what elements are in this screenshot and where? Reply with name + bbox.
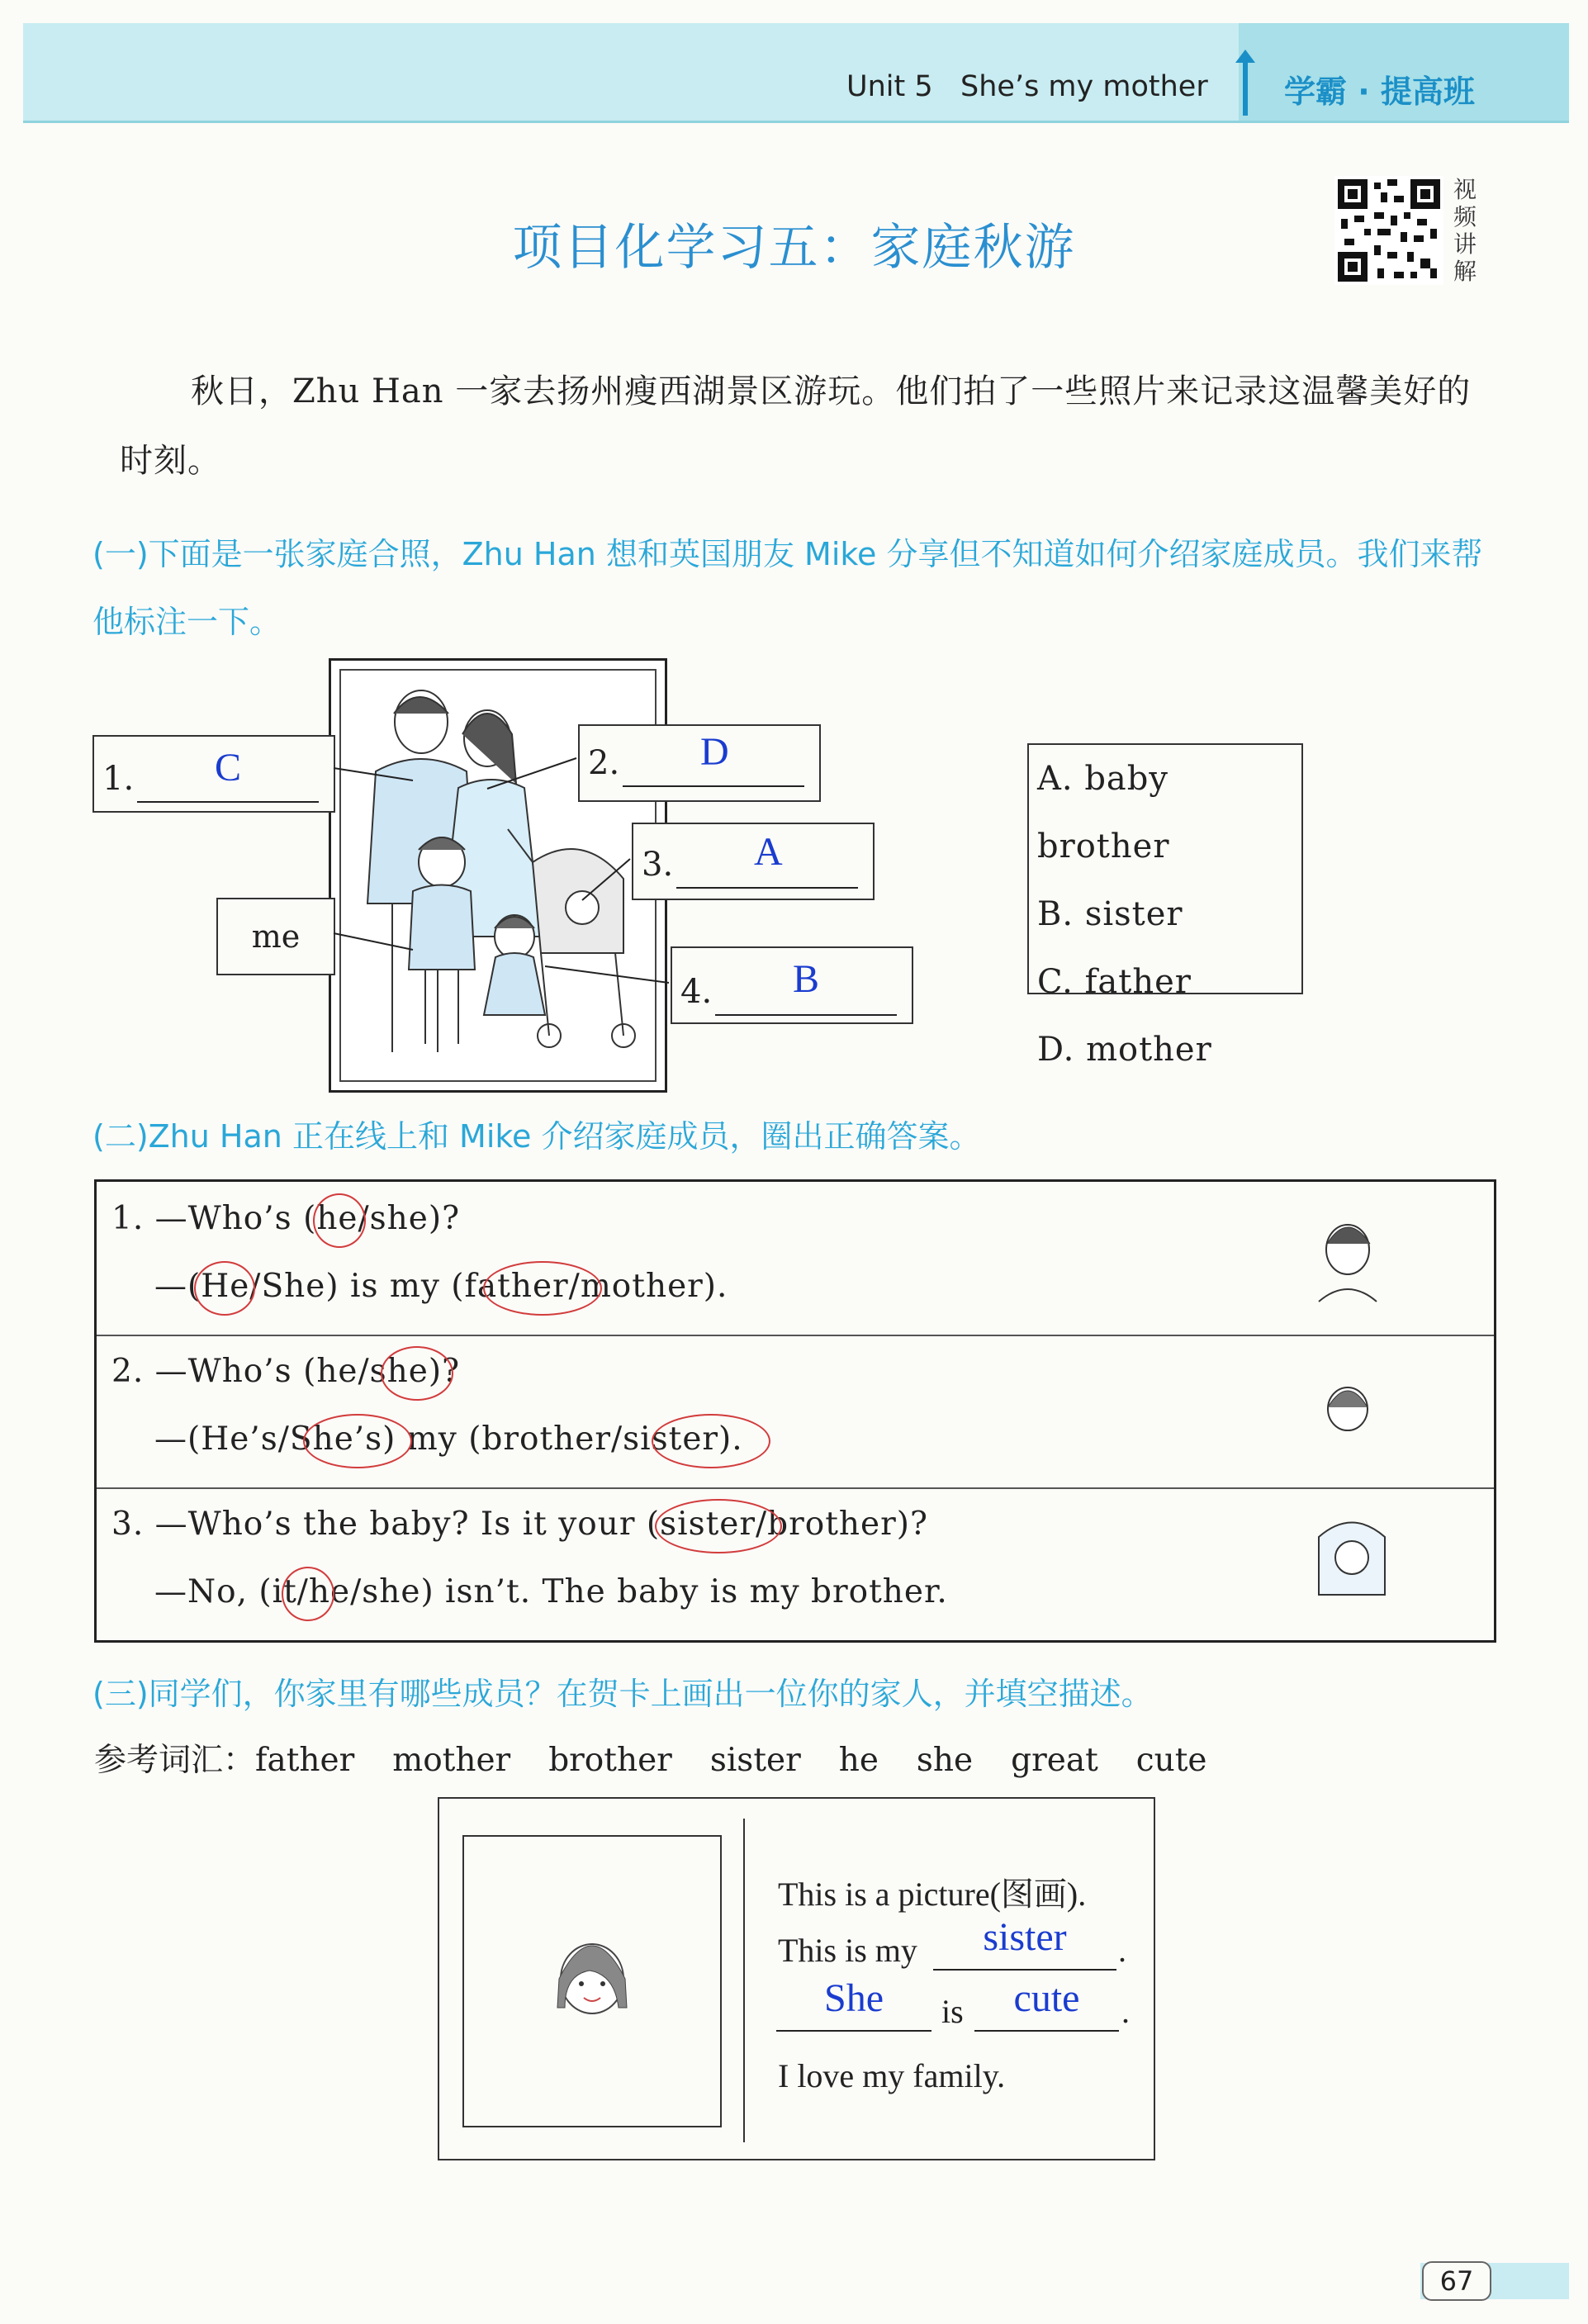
- qa-row-2: [97, 1335, 1494, 1489]
- vocab-label: 参考词汇：: [94, 1742, 256, 1779]
- card-blank-2[interactable]: [776, 2030, 931, 2032]
- option-a: A. baby brother: [1037, 760, 1170, 866]
- circle-she: [381, 1346, 453, 1401]
- card-answer-1: sister: [983, 1915, 1067, 1959]
- vocab-word-father: father: [255, 1742, 355, 1779]
- qr-label: 视频讲解: [1453, 176, 1477, 285]
- baby-avatar-icon: [1311, 1512, 1393, 1603]
- options-box: [1027, 743, 1303, 1069]
- vocab-word-she: she: [916, 1742, 974, 1779]
- circle-Shes: [303, 1414, 412, 1468]
- brand-label: 学霸 · 提高班: [1284, 74, 1475, 110]
- qa-table: [94, 1179, 1496, 1643]
- qa-row-2-answer: —(He’s/She’s) my (brother/sister).: [154, 1420, 743, 1458]
- card-line1: This is a picture(图画).: [778, 1876, 1087, 1913]
- circle-he: [313, 1193, 366, 1248]
- card-answer-3: cute: [1013, 1976, 1080, 2020]
- qa-row-1-question: 1. —Who’s (he/she)?: [111, 1200, 460, 1237]
- label-num-1: 1.: [102, 760, 135, 798]
- qa-row-3-answer: —No, (it/he/she) isn’t. The baby is my brother.: [154, 1573, 948, 1610]
- card-answer-2: She: [824, 1976, 884, 2020]
- qa-row-1-answer: —(He/She) is my (father/mother).: [154, 1268, 728, 1305]
- answer-1: C: [215, 746, 242, 790]
- page-title: 项目化学习五：家庭秋游: [512, 219, 1076, 277]
- qa-row-3: [97, 1487, 1494, 1640]
- label-num-3: 3.: [642, 846, 674, 884]
- intro-paragraph: 秋日，Zhu Han 一家去扬州瘦西湖景区游玩。他们拍了一些照片来记录这温馨美好的时刻。: [120, 372, 1472, 480]
- qa-row-1: [97, 1182, 1494, 1336]
- circle-He: [194, 1261, 255, 1316]
- circle-it: [282, 1567, 334, 1621]
- vocab-word-brother: brother: [548, 1742, 672, 1779]
- answer-3: A: [754, 830, 783, 874]
- option-b: B. sister: [1037, 895, 1183, 933]
- vocab-word-great: great: [1011, 1742, 1098, 1779]
- label-num-4: 4.: [680, 973, 713, 1011]
- page-number: 67: [1422, 2261, 1491, 2301]
- card-period-1: .: [1118, 1932, 1126, 1969]
- label-num-2: 2.: [588, 744, 620, 782]
- card-blank-1[interactable]: [933, 1969, 1116, 1971]
- girl-drawing-icon: [547, 1928, 638, 2027]
- card-is-word: is: [941, 1993, 964, 2030]
- qa-row-3-question: 3. —Who’s the baby? Is it your (sister/brother)?: [111, 1506, 928, 1543]
- answer-4: B: [793, 957, 820, 1001]
- section3-heading: (三)同学们，你家里有哪些成员？在贺卡上画出一位你的家人，并填空描述。: [92, 1676, 1153, 1712]
- man-avatar-icon: [1311, 1215, 1385, 1306]
- section2-heading: (二)Zhu Han 正在线上和 Mike 介绍家庭成员，圈出正确答案。: [92, 1118, 981, 1155]
- card-blank-3[interactable]: [974, 2030, 1119, 2032]
- drawing-area[interactable]: [462, 1835, 722, 2127]
- vocab-line: [94, 1734, 1206, 1781]
- girl-avatar-icon: [1319, 1376, 1377, 1442]
- card-line4: I love my family.: [778, 2057, 1006, 2094]
- unit-title: Unit 5 She’s my mother: [846, 70, 1208, 103]
- circle-sister-2: [655, 1499, 782, 1553]
- vocab-word-cute: cute: [1135, 1742, 1207, 1779]
- vocab-word-he: he: [838, 1742, 879, 1779]
- card-divider: [743, 1819, 745, 2142]
- circle-sister: [652, 1414, 770, 1468]
- card-period-2: .: [1121, 1993, 1130, 2030]
- circle-father: [483, 1261, 602, 1316]
- vocab-word-sister: sister: [709, 1742, 801, 1779]
- card-line2-prefix: This is my: [778, 1932, 917, 1969]
- section1-heading: (一)下面是一张家庭合照，Zhu Han 想和英国朋友 Mike 分享但不知道如何介绍家庭成员。我们来帮他标注一下。: [92, 536, 1483, 640]
- answer-2: D: [700, 730, 729, 774]
- qa-row-2-question: 2. —Who’s (he/she)?: [111, 1353, 460, 1390]
- me-label: me: [251, 918, 301, 955]
- option-d: D. mother: [1037, 1031, 1212, 1069]
- vocab-word-mother: mother: [392, 1742, 511, 1779]
- option-c: C. father: [1037, 963, 1192, 1001]
